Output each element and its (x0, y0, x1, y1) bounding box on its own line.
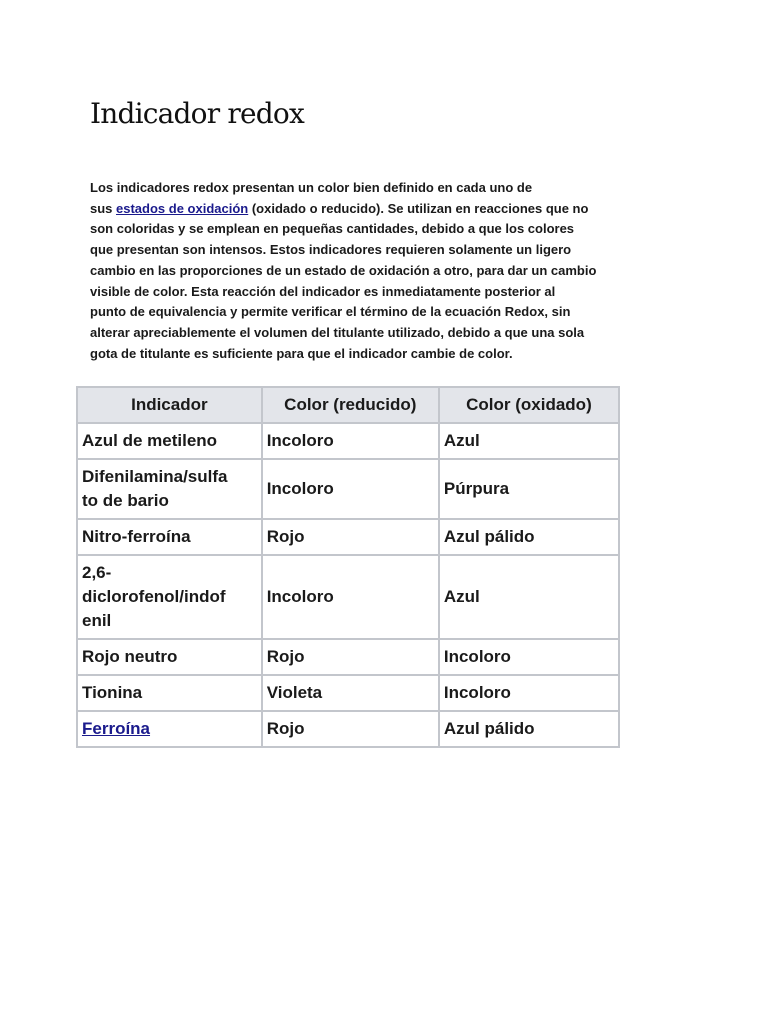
intro-text: sus (90, 200, 117, 216)
indicator-name-line: diclorofenol/indof (82, 587, 226, 606)
oxidized-color-cell: Azul (439, 423, 619, 459)
ferroin-link[interactable]: Ferroína (82, 719, 151, 738)
indicator-name: Azul de metileno (82, 431, 218, 450)
indicator-name-line: 2,6- (82, 563, 112, 582)
intro-paragraph (90, 178, 690, 364)
oxidized-color-cell: Azul (439, 555, 619, 639)
table-row (77, 675, 619, 711)
reduced-color-cell: Rojo (262, 519, 439, 555)
intro-line: visible de color. Esta reacción del indicador es inmediatamente posterior al (90, 283, 556, 299)
oxidized-color-cell: Incoloro (439, 639, 619, 675)
reduced-color-cell: Rojo (262, 711, 439, 747)
indicator-name: Tionina (82, 683, 143, 702)
indicator-name: Nitro-ferroína (82, 527, 191, 546)
intro-line (90, 199, 690, 220)
oxidized-color-cell: Azul pálido (439, 519, 619, 555)
oxidized-color-cell: Azul pálido (439, 711, 619, 747)
table-row (77, 459, 619, 519)
indicator-cell (77, 675, 262, 711)
intro-line: son coloridas y se emplean en pequeñas cantidades, debido a que los colores (90, 221, 575, 237)
intro-line: gota de titulante es suficiente para que el indicador cambie de color. (90, 345, 513, 361)
reduced-color-cell: Incoloro (262, 555, 439, 639)
intro-line: cambio en las proporciones de un estado de oxidación a otro, para dar un cambio (90, 262, 597, 278)
page-title: Indicador redox (90, 97, 304, 130)
column-header-reduced-color: Color (reducido) (262, 387, 439, 423)
reduced-color-cell: Incoloro (262, 423, 439, 459)
oxidized-color-cell: Púrpura (439, 459, 619, 519)
intro-line: alterar apreciablemente el volumen del titulante utilizado, debido a que una sola (90, 324, 585, 340)
table-row (77, 711, 619, 747)
oxidized-color-cell: Incoloro (439, 675, 619, 711)
table-row (77, 555, 619, 639)
intro-line: Los indicadores redox presentan un color bien definido en cada uno de (90, 180, 533, 195)
table-row (77, 519, 619, 555)
intro-line: que presentan son intensos. Estos indicadores requieren solamente un ligero (90, 242, 572, 258)
reduced-color-cell: Incoloro (262, 459, 439, 519)
reduced-color-cell: Rojo (262, 639, 439, 675)
redox-indicator-table (76, 386, 620, 748)
indicator-name: Rojo neutro (82, 647, 178, 666)
indicator-cell (77, 639, 262, 675)
table-row (77, 423, 619, 459)
indicator-name-line: Difenilamina/sulfa (82, 467, 228, 486)
intro-line: punto de equivalencia y permite verificar el término de la ecuación Redox, sin (90, 304, 571, 320)
indicator-cell (77, 519, 262, 555)
indicator-cell (77, 555, 262, 639)
indicator-name-line: enil (82, 611, 112, 630)
indicator-cell (77, 711, 262, 747)
table-row (77, 639, 619, 675)
table-header-row (77, 387, 619, 423)
indicator-name-line: to de bario (82, 491, 169, 510)
oxidation-states-link[interactable]: estados de oxidación (116, 200, 249, 216)
column-header-oxidized-color: Color (oxidado) (439, 387, 619, 423)
indicator-cell (77, 423, 262, 459)
indicator-cell (77, 459, 262, 519)
intro-text: (oxidado o reducido). Se utilizan en reacciones que no (248, 200, 589, 216)
reduced-color-cell: Violeta (262, 675, 439, 711)
column-header-indicator: Indicador (77, 387, 262, 423)
